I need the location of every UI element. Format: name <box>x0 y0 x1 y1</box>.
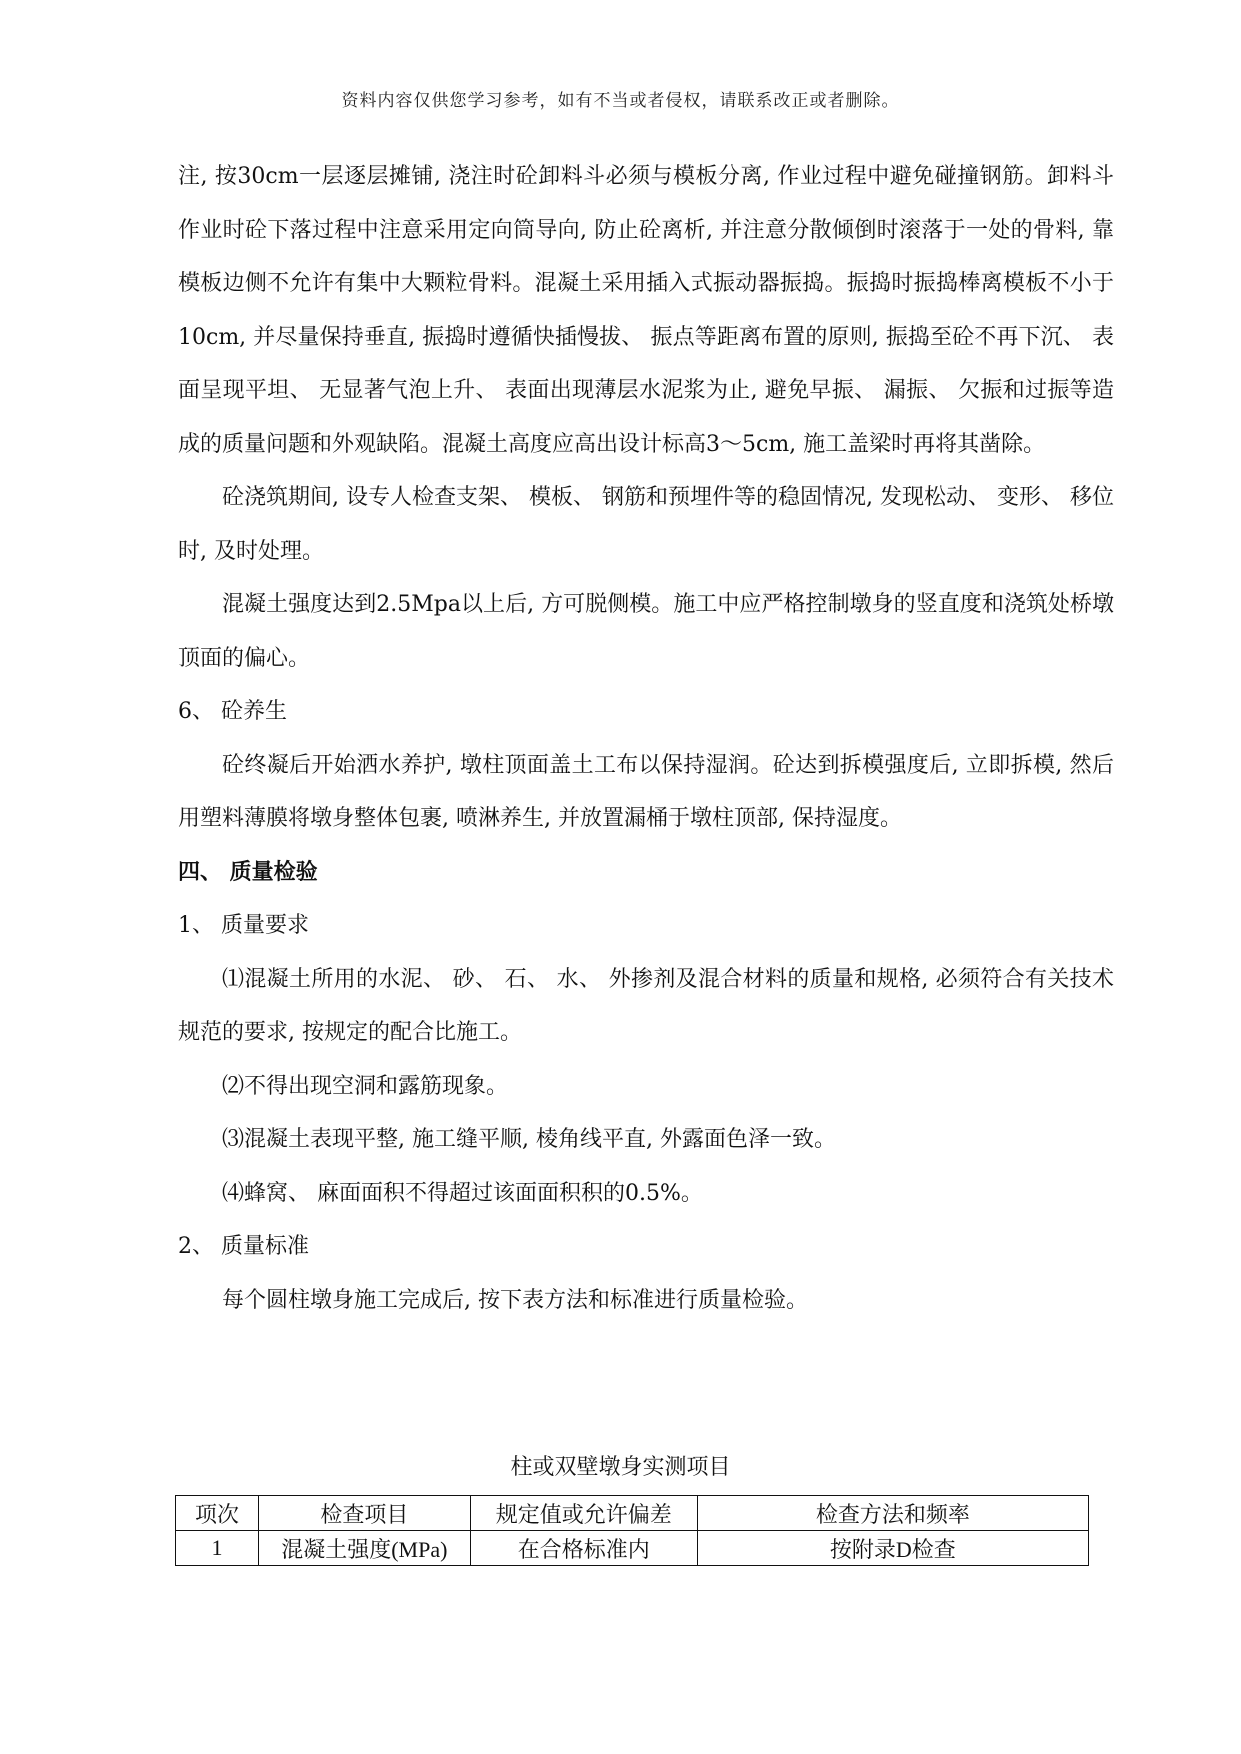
paragraph-pouring: 注, 按30cm一层逐层摊铺, 浇注时砼卸料斗必须与模板分离, 作业过程中避免碰撞钢筋。卸料斗作业时砼下落过程中注意采用定向筒导向, 防止砼离析, 并注意分散倾倒时滚落于一处的骨料, 靠模板边侧不允许有集中大颗粒骨料。混凝土采用插入式振动器振捣。振捣时振捣棒离模板不小于10cm, 并尽量保持垂直, 振捣时遵循快插慢拔、 振点等距离布置的原则, 振捣至砼不再下沉、 表面呈现平坦、 无显著气泡上升、 表面出现薄层水泥浆为止, 避免早振、 漏振、 欠振和过振等造成的质量问题和外观缺陷。混凝土高度应高出设计标高3～5cm, 施工盖梁时再将其凿除。 <box>178 164 1114 457</box>
table-title: 柱或双壁墩身实测项目 <box>510 1455 731 1480</box>
document-body <box>178 150 1114 1327</box>
table-header-cell: 规定值或允许偏差 <box>470 1496 697 1531</box>
table-cell: 混凝土强度(MPa) <box>258 1531 470 1566</box>
table-row <box>176 1531 1089 1566</box>
requirement-3: ⑶混凝土表现平整, 施工缝平顺, 棱角线平直, 外露面色泽一致。 <box>222 1127 836 1152</box>
table-cell: 在合格标准内 <box>470 1531 697 1566</box>
item-1-title: 1、 质量要求 <box>178 913 309 938</box>
table-header-row <box>176 1496 1089 1531</box>
paragraph-quality-check-intro: 每个圆柱墩身施工完成后, 按下表方法和标准进行质量检验。 <box>222 1287 808 1313</box>
item-6-title: 6、 砼养生 <box>178 699 287 724</box>
section-4-title: 四、 质量检验 <box>178 858 318 885</box>
requirement-4: ⑷蜂窝、 麻面面积不得超过该面面积积的0.5%。 <box>222 1180 703 1206</box>
requirement-1: ⑴混凝土所用的水泥、 砂、 石、 水、 外掺剂及混合材料的质量和规格, 必须符合有关技术规范的要求, 按规定的配合比施工。 <box>178 966 1114 1045</box>
table-header-cell: 检查项目 <box>258 1496 470 1531</box>
item-2-title: 2、 质量标准 <box>178 1234 309 1259</box>
paragraph-curing: 砼终凝后开始洒水养护, 墩柱顶面盖土工布以保持湿润。砼达到拆模强度后, 立即拆模, 然后用塑料薄膜将墩身整体包裹, 喷淋养生, 并放置漏桶于墩柱顶部, 保持湿度。 <box>178 752 1114 831</box>
table-cell: 按附录D检查 <box>697 1531 1088 1566</box>
paragraph-inspection-during-pour: 砼浇筑期间, 设专人检查支架、 模板、 钢筋和预埋件等的稳固情况, 发现松动、 变形、 移位时, 及时处理。 <box>178 485 1114 564</box>
page-header-disclaimer: 资料内容仅供您学习参考，如有不当或者侵权，请联系改正或者删除。 <box>341 91 900 111</box>
paragraph-formwork-removal: 混凝土强度达到2.5Mpa以上后, 方可脱侧模。施工中应严格控制墩身的竖直度和浇筑处桥墩顶面的偏心。 <box>178 592 1114 671</box>
table-header-cell: 项次 <box>176 1496 259 1531</box>
table-cell: 1 <box>176 1531 259 1566</box>
inspection-table <box>175 1495 1089 1566</box>
table-header-cell: 检查方法和频率 <box>697 1496 1088 1531</box>
requirement-2: ⑵不得出现空洞和露筋现象。 <box>222 1073 509 1099</box>
